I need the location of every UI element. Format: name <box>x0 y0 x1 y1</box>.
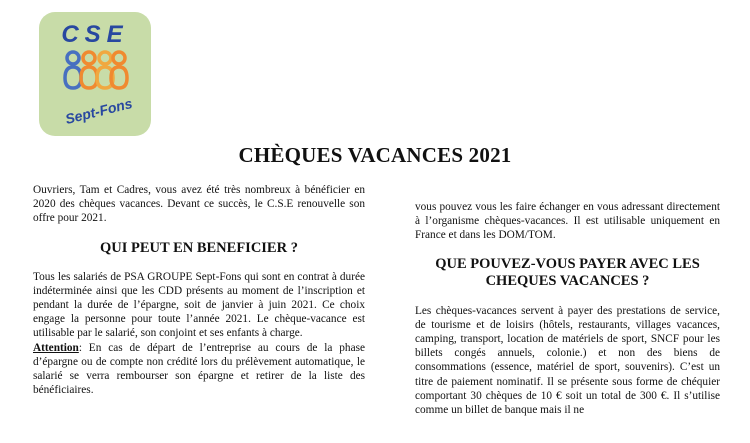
logo-text-sept-fons: Sept-Fons <box>63 94 134 128</box>
cse-logo-graphic <box>39 12 151 136</box>
usage-paragraph: Les chèques-vacances servent à payer des prestations de service, de tourisme et de loisirs (hôtels, restaurants, villages vacances, camping, transport, location de matériels de sport, SNCF pour les billets congés annuels, colonie.) et non des biens de consommations (essence, matériel de sport, souvenirs). C’est un titre de paiement nominatif. Il se présente sous forme de chéquier comportant 30 chèques de 10 € soit un total de 300 €. Il s’utilise comme un billet de banque mais il ne <box>415 304 720 417</box>
attention-text: : En cas de départ de l’entreprise au cours de la phase d’épargne ou de compte non crédité lors du prélèvement automatique, le salarié se verra rembourser son épargne et retirer de la liste des bénéficiaires. <box>33 341 365 397</box>
heading-who-can-benefit: QUI PEUT EN BENEFICIER ? <box>100 239 298 256</box>
cse-logo <box>39 12 151 136</box>
heading-what-can-you-pay: QUE POUVEZ-VOUS PAYER AVEC LES CHEQUES VACANCES ? <box>435 255 700 289</box>
right-column <box>415 200 720 417</box>
left-column <box>33 183 365 397</box>
attention-label: Attention <box>33 341 79 354</box>
intro-paragraph: Ouvriers, Tam et Cadres, vous avez été très nombreux à bénéficier en 2020 des chèques vacances. Devant ce succès, le C.S.E renouvelle son offre pour 2021. <box>33 184 365 225</box>
eligibility-paragraph: Tous les salariés de PSA GROUPE Sept-Fons qui sont en contrat à durée indéterminée ainsi que les CDD présents au moment de l’inscription et pendant la durée de l’épargne, soit de janvier à juin 2021. Ce choix engage la personne pour toute l’année 2021. Le chèque-vacance est utilisable par le salarié, son conjoint et ses enfants à charge. <box>33 270 365 340</box>
attention-paragraph <box>33 341 365 398</box>
people-icon <box>65 52 127 88</box>
continuation-paragraph: vous pouvez vous les faire échanger en vous adressant directement à l’organisme chèques-vacances. Il est utilisable uniquement en France et dans les DOM/TOM. <box>415 201 720 242</box>
logo-text-cse: CSE <box>61 21 129 48</box>
document-title: CHÈQUES VACANCES 2021 <box>238 143 512 167</box>
